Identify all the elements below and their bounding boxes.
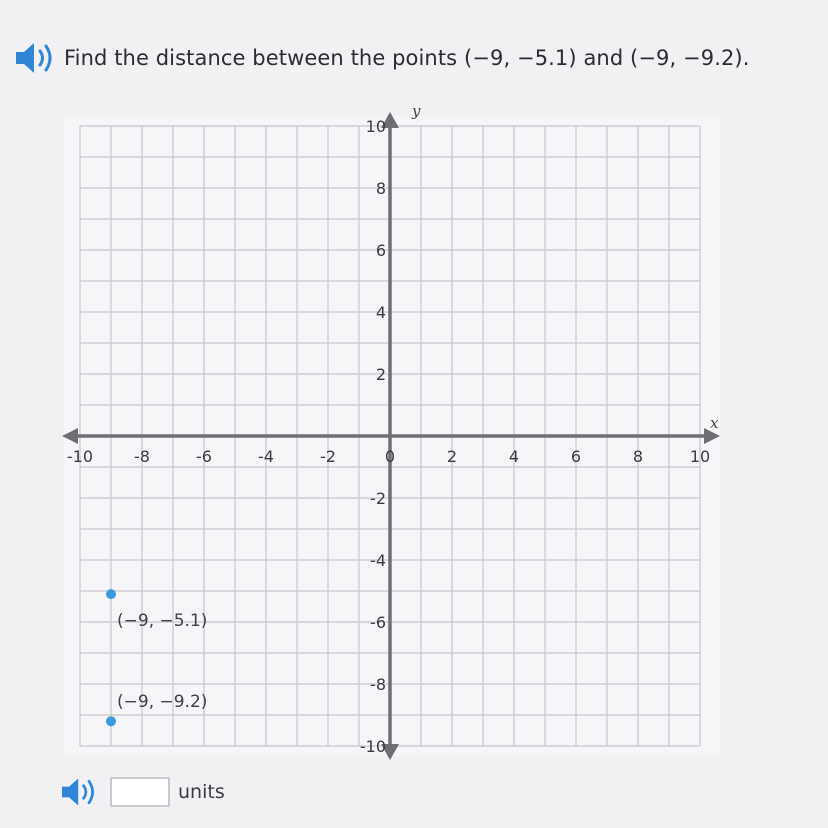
x-tick-label: -4 [258, 447, 274, 466]
y-tick-label: 8 [375, 179, 386, 198]
x-tick-label: -8 [134, 447, 150, 466]
x-tick-label: 6 [570, 447, 582, 466]
x-tick-label: 2 [446, 447, 458, 466]
data-point [106, 589, 116, 599]
y-tick-label: 4 [375, 303, 386, 322]
y-tick-label: 6 [375, 241, 386, 260]
data-point [106, 716, 116, 726]
x-tick-label: 8 [632, 447, 644, 466]
y-tick-label: -2 [370, 489, 386, 508]
x-axis-label: x [710, 414, 719, 432]
x-tick-label: 10 [689, 447, 711, 466]
y-tick-label: -8 [370, 675, 386, 694]
speaker-icon[interactable] [58, 774, 102, 810]
units-label: units [178, 781, 225, 803]
answer-row [58, 774, 225, 810]
point-label: (−9, −5.1) [117, 611, 208, 632]
y-tick-label: 2 [375, 365, 386, 384]
x-tick-label: -10 [66, 447, 94, 466]
y-tick-label: -6 [370, 613, 386, 632]
point-label: (−9, −9.2) [117, 692, 208, 713]
y-axis-label: y [412, 102, 421, 120]
y-tick-label: -4 [370, 551, 386, 570]
x-tick-label: 4 [508, 447, 520, 466]
x-tick-label: 0 [384, 447, 396, 466]
question-text: Find the distance between the points (−9, −5.1) and (−9, −9.2). [64, 46, 750, 70]
y-tick-label: -10 [359, 737, 386, 756]
x-tick-label: -2 [320, 447, 336, 466]
x-tick-label: -6 [196, 447, 212, 466]
answer-input[interactable] [110, 777, 170, 807]
y-tick-label: 10 [365, 117, 386, 136]
